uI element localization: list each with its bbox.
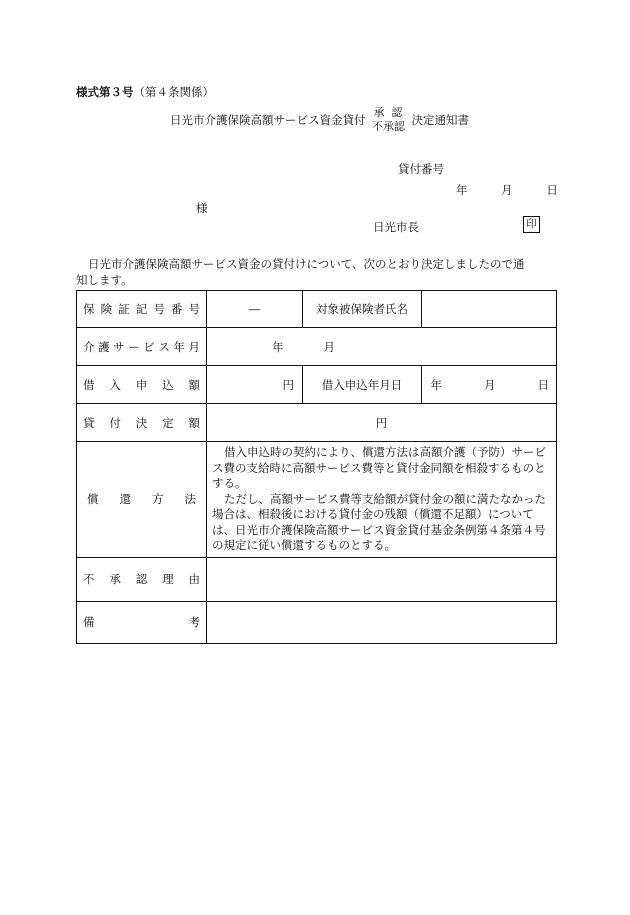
label-char: 護 (98, 339, 110, 354)
approval-options (368, 106, 410, 134)
label-char: 考 (188, 615, 200, 629)
service-month-unit: 月 (323, 339, 335, 354)
option-approve: 承認 (373, 106, 410, 119)
repay-method-text (207, 442, 557, 558)
label-char: 年 (173, 339, 185, 354)
label-char: ビ (143, 339, 155, 354)
decided-amount-value[interactable]: 円 (207, 404, 557, 442)
label-char: サ (113, 339, 125, 354)
apply-day-unit: 日 (537, 377, 549, 392)
table-row (77, 601, 557, 643)
label-char: 貸 (83, 415, 95, 430)
target-name-value[interactable] (422, 291, 557, 328)
label-char: 番 (170, 302, 183, 316)
remarks-label (77, 601, 207, 643)
decided-amount-label (77, 404, 207, 442)
intro-line-2: 知します。 (76, 273, 133, 287)
label-char: 決 (135, 415, 148, 430)
seal-mark: 印 (523, 216, 540, 233)
apply-amount-value[interactable]: 円 (207, 366, 303, 404)
apply-month-unit: 月 (484, 377, 496, 392)
label-char: 保 (83, 302, 95, 316)
label-char: 記 (135, 302, 148, 316)
table-row (77, 442, 557, 558)
title-suffix: 決定通知書 (411, 113, 469, 127)
table-row (77, 557, 557, 601)
form-number-label: 様式第３号 (76, 85, 134, 99)
form-number (76, 84, 214, 100)
label-char: 理 (162, 572, 174, 586)
repay-paragraph-1: 借入申込時の契約により、償還方法は高額介護（予防）サービス費の支給時に高額サービス費等と貸付金同額を相殺するものとする。 (212, 445, 546, 490)
target-name-label: 対象被保険者氏名 (303, 291, 422, 328)
label-char: 介 (83, 339, 95, 354)
label-char: 額 (188, 415, 200, 430)
label-char: ー (128, 339, 140, 354)
label-char: 申 (135, 377, 148, 392)
apply-year-unit: 年 (430, 377, 442, 392)
table-row (77, 291, 557, 328)
decision-table (76, 290, 557, 644)
label-char: 承 (109, 572, 121, 586)
label-char: 付 (109, 415, 121, 430)
repay-method-label (77, 442, 207, 558)
title-prefix: 日光市介護保険高額サービス資金貸付 (170, 113, 366, 127)
label-char: 号 (188, 302, 200, 316)
label-char: 償 (87, 492, 99, 507)
apply-amount-label (77, 366, 207, 404)
intro-line-1: 日光市介護保険高額サービス資金の貸付けについて、次のとおり決定しましたので通 (88, 257, 525, 271)
label-char: 方 (152, 492, 164, 507)
issue-year: 年 (456, 183, 468, 197)
label-char: 険 (100, 302, 113, 316)
intro-text (76, 256, 556, 288)
label-char: 月 (188, 339, 200, 354)
service-month-label (77, 328, 207, 366)
label-char: 額 (188, 377, 200, 392)
issue-date (456, 182, 558, 198)
issue-month: 月 (501, 183, 513, 197)
apply-date-label: 借入申込年月日 (303, 366, 422, 404)
document-title (170, 106, 469, 134)
loan-number-label: 貸付番号 (398, 162, 444, 176)
label-char: 号 (153, 302, 165, 316)
issue-day: 日 (546, 183, 558, 197)
insured-number-label (77, 291, 207, 328)
label-char: 借 (83, 377, 95, 392)
label-char: 入 (109, 377, 121, 392)
service-month-value[interactable] (207, 328, 557, 366)
repay-paragraph-2: ただし、高額サービス費等支給額が貸付金の額に満たなかった場合は、相殺後における貸付金の残額（償還不足額）については、日光市介護保険高額サービス資金貸付基金条例第４条第４号の規定に従い償還するものとする。 (212, 491, 546, 552)
label-char: 還 (119, 492, 131, 507)
disapproval-reason-value[interactable] (207, 557, 557, 601)
label-char: 定 (162, 415, 174, 430)
form-relation: （第４条関係） (133, 85, 214, 99)
option-disapprove: 不承認 (372, 120, 405, 133)
label-char: ス (158, 339, 170, 354)
label-char: 証 (118, 302, 130, 316)
insured-number-value[interactable]: ― (207, 291, 303, 328)
label-char: 備 (83, 615, 95, 629)
table-row (77, 328, 557, 366)
label-char: 認 (135, 572, 148, 586)
label-char: 込 (162, 377, 174, 392)
disapproval-reason-label (77, 557, 207, 601)
issuer: 日光市長 (373, 220, 419, 234)
label-char: 不 (83, 572, 95, 586)
service-year-unit: 年 (272, 339, 284, 354)
label-char: 法 (184, 492, 196, 507)
recipient-honorific: 様 (196, 201, 208, 215)
table-row (77, 366, 557, 404)
remarks-value[interactable] (207, 601, 557, 643)
table-row (77, 404, 557, 442)
label-char: 由 (188, 572, 200, 586)
apply-date-value[interactable] (422, 366, 557, 404)
